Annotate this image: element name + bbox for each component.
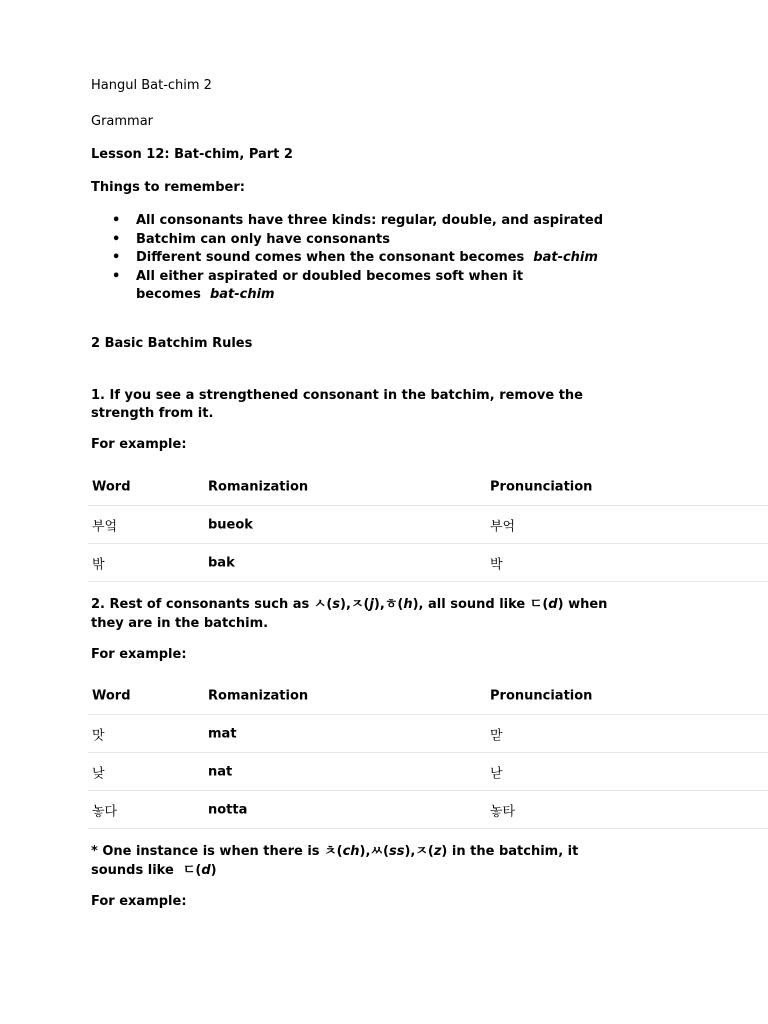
example-table-1 [88,468,768,582]
list-item: • Different sound comes when the consonant becomes bat-chim [112,249,712,268]
table-row: 맛 mat 맏 [88,715,768,753]
example-label: For example: [91,894,187,909]
list-item: • Batchim can only have consonants [112,231,712,250]
table-header-row: Word Romanization Pronunciation [88,468,768,506]
table-row: 부엌 bueok 부억 [88,506,768,544]
lesson-heading: Lesson 12: Bat-chim, Part 2 [91,147,293,162]
rule-2-text: 2. Rest of consonants such as ㅅ(s),ㅈ(j),ㅎ(h), all sound like ㄷ(d) when they are in the batchim. [91,597,608,631]
bullet-icon: • [112,213,121,228]
example-table-2 [88,677,768,829]
bullet-icon: • [112,231,121,247]
rule-1-text: 1. If you see a strengthened consonant in the batchim, remove the strength from it. [91,388,584,421]
table-header-row: Word Romanization Pronunciation [88,677,768,715]
remember-heading: Things to remember: [91,180,245,195]
bullet-icon: • [112,250,121,265]
example-label: For example: [91,437,187,452]
list-item: • All either aspirated or doubled becomes soft when it becomes bat-chim [112,268,524,302]
bullet-icon: • [112,268,121,284]
remember-list [112,212,712,305]
list-item: • All consonants have three kinds: regular, double, and aspirated [112,212,712,231]
note-text: * One instance is when there is ㅊ(ch),ㅆ(ss),ㅈ(z) in the batchim, it sounds like ㄷ(d) [91,844,579,878]
section-label: Grammar [91,114,154,129]
example-label: For example: [91,647,187,662]
table-row: 밖 bak 박 [88,544,768,582]
document-title: Hangul Bat-chim 2 [91,78,212,93]
table-row: 놓다 notta 놓타 [88,791,768,829]
rules-heading: 2 Basic Batchim Rules [91,336,253,351]
table-row: 낮 nat 낟 [88,753,768,791]
